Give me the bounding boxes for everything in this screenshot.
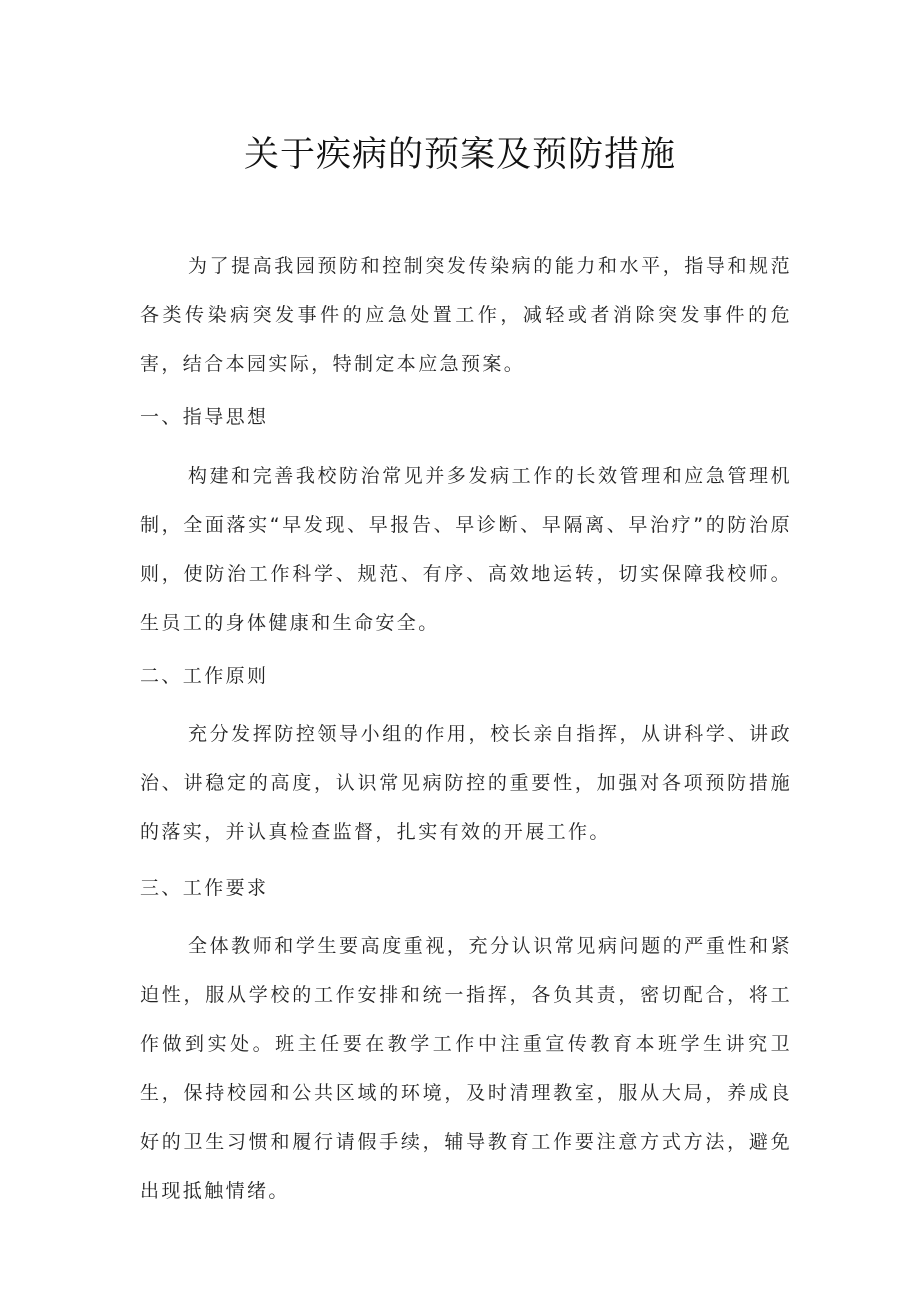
section-body-work-principles: 充分发挥防控领导小组的作用，校长亲自指挥，从讲科学、讲政治、讲稳定的高度，认识常见病防控的重要性，加强对各项预防措施的落实，并认真检查监督，扎实有效的开展工作。	[140, 723, 792, 843]
section-body-guiding-ideology: 构建和完善我校防治常见并多发病工作的长效管理和应急管理机制，全面落实“早发现、早报告、早诊断、早隔离、早治疗”的防治原则，使防治工作科学、规范、有序、高效地运转，切实保障我校师。生员工的身体健康和生命安全。	[140, 465, 792, 634]
intro-paragraph: 为了提高我园预防和控制突发传染病的能力和水平，指导和规范各类传染病突发事件的应急处置工作，减轻或者消除突发事件的危害，结合本园实际，特制定本应急预案。	[140, 255, 792, 375]
section-heading-work-principles: 二、工作原则	[140, 665, 269, 687]
document-title: 关于疾病的预案及预防措施	[243, 135, 676, 176]
section-heading-work-requirements: 三、工作要求	[140, 877, 269, 899]
section-heading-guiding-ideology: 一、指导思想	[140, 406, 269, 428]
section-body-work-requirements: 全体教师和学生要高度重视，充分认识常见病问题的严重性和紧迫性，服从学校的工作安排和统一指挥，各负其责，密切配合，将工作做到实处。班主任要在教学工作中注重宣传教育本班学生讲究卫生，保持校园和公共区域的环境，及时清理教室，服从大局，养成良好的卫生习惯和履行请假手续，辅导教育工作要注意方式方法，避免出现抵触情绪。	[140, 935, 792, 1202]
